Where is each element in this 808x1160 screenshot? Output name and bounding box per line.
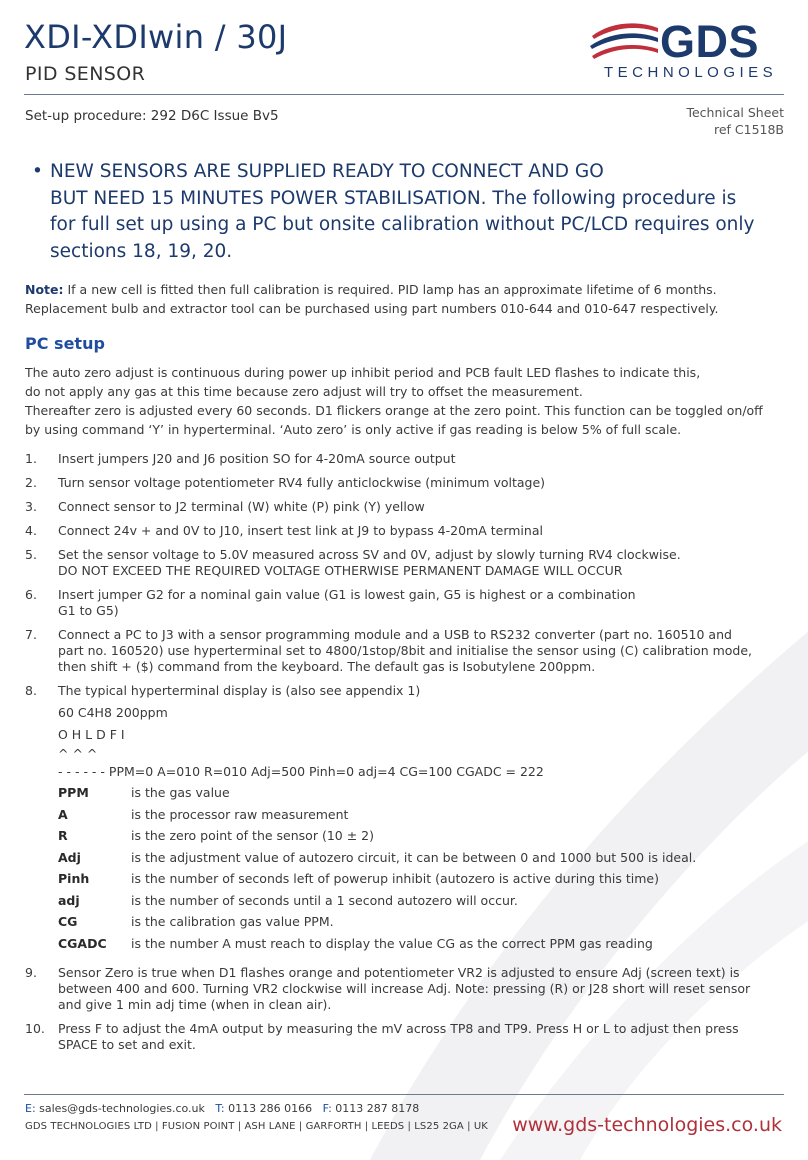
definition-desc: is the number of seconds left of powerup inhibit (autozero is active during this time) [131,871,659,886]
step-item [25,475,785,491]
definition-row [58,828,785,850]
step-item [25,587,785,619]
definition-term: Pinh [58,871,90,886]
company-address: GDS TECHNOLOGIES LTD | FUSION POINT | ASH LANE | GARFORTH | LEEDS | LS25 2GA | UK [25,1121,488,1132]
step-text: Insert jumper G2 for a nominal gain value (G1 is lowest gain, G5 is highest or a combination [58,587,636,602]
step-number: 9. [25,965,37,980]
definition-desc: is the number of seconds until a 1 second autozero will occur. [131,892,518,908]
definition-list [58,785,785,957]
highlight-line: NEW SENSORS ARE SUPPLIED READY TO CONNECT AND GO [50,161,604,182]
step-number: 10. [25,1021,45,1036]
definition-desc: is the adjustment value of autozero circuit, it can be between 0 and 1000 but 500 is ideal. [131,849,697,865]
procedure-steps [25,451,785,1061]
fax-label: F: [322,1102,332,1115]
display-line: - - - - - - PPM=0 A=010 R=010 Adj=500 Pinh=0 adj=4 CG=100 CGADC = 222 [58,764,544,779]
header-divider [24,94,784,95]
step-text: Insert jumpers J20 and J6 position SO for 4-20mA source output [58,451,456,466]
note-line: Replacement bulb and extractor tool can be purchased using part numbers 010-644 and 010-647 respectively. [25,301,719,316]
definition-row [58,785,785,807]
definition-desc: is the processor raw measurement [131,806,349,822]
step-item [25,1021,785,1053]
step-text: Press F to adjust the 4mA output by measuring the mV across TP8 and TP9. Press H or L to adjust then press [58,1021,739,1036]
display-line: O H L D F I [58,727,125,742]
step-item [25,523,785,539]
setup-procedure: Set-up procedure: 292 D6C Issue Bv5 [25,108,279,124]
display-carets: ^ ^ ^ [58,746,98,761]
highlight-line: BUT NEED 15 MINUTES POWER STABILISATION. The following procedure is [50,187,737,209]
step-text: then shift + ($) command from the keyboard. The default gas is Isobutylene 200ppm. [58,659,596,674]
intro-line: The auto zero adjust is continuous during power up inhibit period and PCB fault LED flashes to indicate this, [25,365,701,380]
email-label: E: [25,1102,36,1115]
definition-term: CG [58,914,78,929]
website-link[interactable]: www.gds-technologies.co.uk [512,1114,782,1136]
step-text: Connect sensor to J2 terminal (W) white (P) pink (Y) yellow [58,499,425,514]
definition-desc: is the gas value [131,785,230,800]
intro-line: Thereafter zero is adjusted every 60 seconds. D1 flickers orange at the zero point. This function can be toggled on/off [25,403,763,418]
definition-term: A [58,806,68,822]
step-item [25,451,785,467]
technical-sheet-ref [686,104,784,138]
definition-term: CGADC [58,935,107,951]
document-title: XDI-XDIwin / 30J [24,18,288,56]
step-text: and give 1 min adj time (when in clean air). [58,997,332,1012]
document-subtitle: PID SENSOR [25,63,146,85]
display-line: 60 C4H8 200ppm [58,705,168,720]
tel-label: T: [215,1102,225,1115]
highlight-line: for full set up using a PC but onsite calibration without PC/LCD requires only [50,214,755,235]
step-text: Connect a PC to J3 with a sensor programming module and a USB to RS232 converter (part no. 160510 and [58,627,732,642]
step-number: 1. [25,451,37,466]
intro-line: do not apply any gas at this time because zero adjust will try to offset the measurement. [25,384,583,399]
definition-row [58,871,785,893]
step-text: Turn sensor voltage potentiometer RV4 fully anticlockwise (minimum voltage) [58,475,546,490]
definition-row [58,893,785,915]
email-link[interactable]: sales@gds-technologies.co.uk [39,1102,205,1115]
telephone: 0113 286 0166 [228,1102,313,1115]
step-text: SPACE to set and exit. [58,1037,196,1052]
note-label: Note: [25,282,64,297]
intro-line: by using command ‘Y’ in hyperterminal. ‘Auto zero’ is only active if gas reading is below 5% of full scale. [25,422,682,437]
contact-details [25,1102,419,1115]
step-number: 4. [25,523,37,538]
highlight-notice [28,159,758,265]
highlight-line: sections 18, 19, 20. [50,240,233,262]
intro-paragraph [25,363,795,439]
definition-term: Adj [58,849,81,865]
definition-desc: is the number A must reach to display the value CG as the correct PPM gas reading [131,935,653,951]
step-number: 6. [25,587,37,602]
fax: 0113 287 8178 [335,1102,420,1115]
definition-term: PPM [58,785,89,800]
definition-row [58,936,785,958]
definition-row [58,850,785,872]
step-number: 5. [25,547,37,562]
definition-row [58,914,785,936]
definition-row [58,807,785,829]
section-heading: PC setup [25,334,105,353]
step-item [25,683,785,957]
logo-tagline: TECHNOLOGIES [604,64,778,81]
note-line: If a new cell is fitted then full calibration is required. PID lamp has an approximate lifetime of 6 months. [67,282,717,297]
step-text: Connect 24v + and 0V to J10, insert test link at J9 to bypass 4-20mA terminal [58,523,543,538]
bullet-icon: • [32,161,43,182]
step-text: part no. 160520) use hyperterminal set to 4800/1stop/8bit and initialise the sensor using (C) calibration mode, [58,643,753,658]
step-item [25,499,785,515]
step-warning: DO NOT EXCEED THE REQUIRED VOLTAGE OTHERWISE PERMANENT DAMAGE WILL OCCUR [58,563,623,578]
step-number: 8. [25,683,37,698]
note-paragraph [25,280,790,318]
step-item [25,627,785,675]
step-number: 3. [25,499,37,514]
definition-desc: is the calibration gas value PPM. [131,914,334,929]
definition-term: adj [58,892,80,908]
footer-divider [24,1094,784,1095]
logo-name: GDS [660,16,760,67]
gds-logo [588,14,788,84]
step-text: between 400 and 600. Turning VR2 clockwise will increase Adj. Note: pressing (R) or J28 short will reset sensor [58,981,751,996]
step-item [25,547,785,579]
sheet-ref: ref C1518B [713,122,784,137]
step-text: G1 to G5) [58,603,119,618]
step-text: Sensor Zero is true when D1 flashes orange and potentiometer VR2 is adjusted to ensure Adj (screen text) is [58,965,740,980]
definition-term: R [58,828,68,843]
step-item [25,965,785,1013]
step-number: 2. [25,475,37,490]
step-number: 7. [25,627,37,642]
definition-desc: is the zero point of the sensor (10 ± 2) [131,828,374,843]
sheet-type: Technical Sheet [686,105,784,120]
step-text: Set the sensor voltage to 5.0V measured across SV and 0V, adjust by slowly turning RV4 clockwise. [58,547,681,562]
step-text: The typical hyperterminal display is (also see appendix 1) [58,683,421,698]
